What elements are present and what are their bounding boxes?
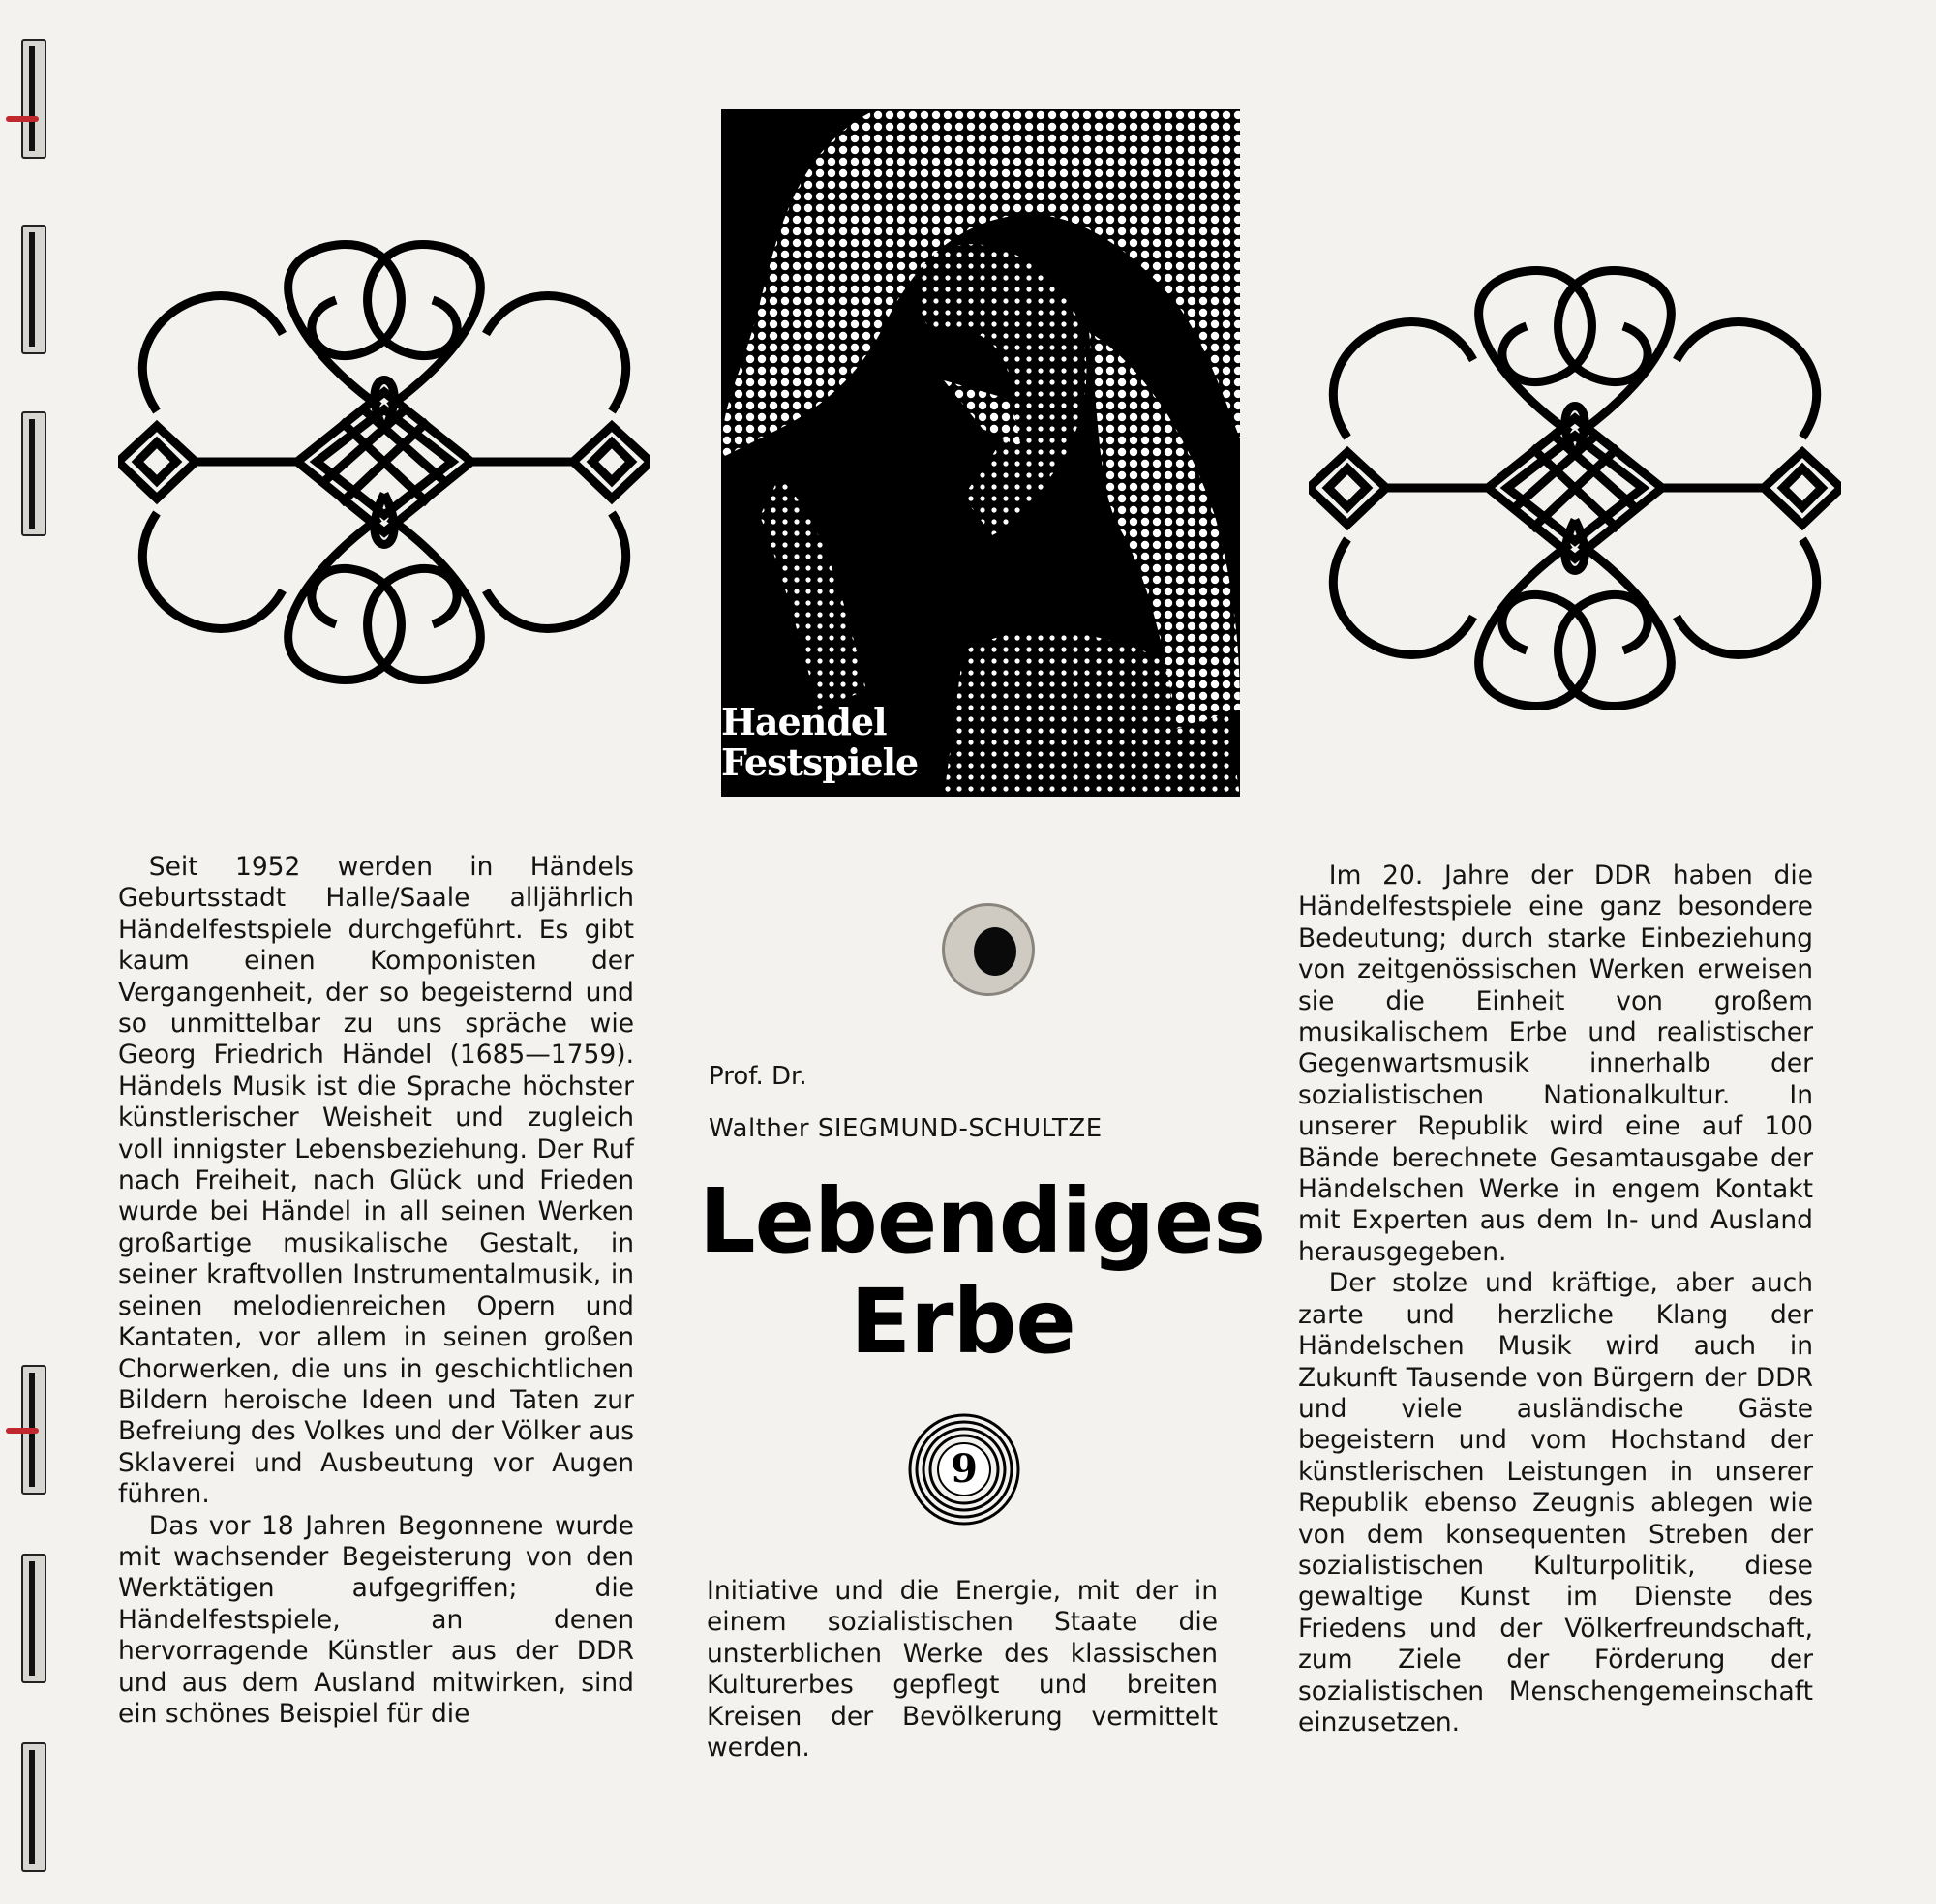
binding-slot [21,411,46,536]
ornament-left [118,227,650,697]
paragraph: Im 20. Jahre der DDR haben die Händelfestspiele eine ganz besondere Bedeutung; durch starke Einbeziehung von zeitgenössischen Werken erweisen sie die Einheit von großem musikalischem Erbe und realistischer Gegenwartsmusik innerhalb der sozialistischen Nationalkultur. In unserer Republik wird eine auf 100 Bände berechnete Gesamtausgabe der Händelschen Werke in engem Kontakt mit Experten aus dem In- und Ausland herausgegeben. [1298,861,1813,1267]
poster-title [721,702,918,783]
binding-slot [21,225,46,354]
binding-slot [21,1742,46,1872]
article-column-left [118,852,634,1730]
article-title [699,1169,1266,1374]
badge-number: 9 [951,1446,978,1492]
halftone-portrait [721,109,1240,797]
binding-slot [21,1554,46,1683]
binding-slot [21,39,46,159]
paragraph: Seit 1952 werden in Händels Geburtsstadt Halle/Saale alljährlich Händelfestspiele durchgeführt. Es gibt kaum einen Komponisten der Vergangenheit, der so begeisternd und so unmittelbar zu uns spräche wie Georg Friedrich Händel (1685—1759). Händels Musik ist die Sprache höchster künstlerischer Weisheit und zugleich voll innigster Lebensbeziehung. Der Ruf nach Freiheit, nach Glück und Frieden wurde bei Händel in all seinen Werken großartige musikalische Gestalt, in seiner kraftvollen Instrumentalmusik, in seinen melodienreichen Opern und Kantaten, vor allem in seinen großen Chorwerken, die uns in geschichtlichen Bildern heroische Ideen und Taten zur Befreiung des Volkes und der Völker aus Sklaverei und Ausbeutung vor Augen führen. [118,852,634,1510]
author-prefix: Prof. Dr. [709,1062,807,1091]
festival-poster [721,109,1240,797]
binding-thread [6,1428,39,1434]
binding-edge [0,0,58,1904]
author-name: Walther SIEGMUND-SCHULTZE [709,1114,1103,1143]
ornament-right [1309,254,1841,723]
binding-thread [6,116,39,122]
paragraph: Das vor 18 Jahren Begonnene wurde mit wachsender Begeisterung von den Werktätigen aufgegriffen; die Händelfestspiele, an denen hervorragende Künstler aus der DDR und aus dem Ausland mitwirken, sind ein schönes Beispiel für die [118,1510,634,1729]
paragraph: Initiative und die Energie, mit der in einem sozialistischen Staate die unsterblichen Werke des klassischen Kulturerbes gepflegt und breiten Kreisen der Bevölkerung vermittelt werden. [707,1576,1218,1764]
paragraph: Der stolze und kräftige, aber auch zarte und herzliche Klang der Händelschen Musik wird auch in Zukunft Tausende von Bürgern der DDR und viele ausländische Gäste begeistern und vom Hochstand der künstlerischen Leistungen in unserer Republik ebenso Zeugnis ablegen wie von dem konsequenten Streben der sozialistischen Kulturpolitik, diese gewaltige Kunst im Dienste des Friedens und der Völkerfreundschaft, zum Ziele der Förderung der sozialistischen Menschengemeinschaft einzusetzen. [1298,1268,1813,1738]
article-title-line-2: Erbe [850,1270,1075,1374]
record-number-badge [907,1412,1021,1526]
article-column-right [1298,861,1813,1738]
article-title-line-1: Lebendiges [699,1169,1266,1273]
poster-title-line-2: Festspiele [721,740,919,784]
poster-title-line-1: Haendel [721,700,887,743]
article-column-middle [707,1576,1218,1764]
punched-hole [942,903,1035,996]
